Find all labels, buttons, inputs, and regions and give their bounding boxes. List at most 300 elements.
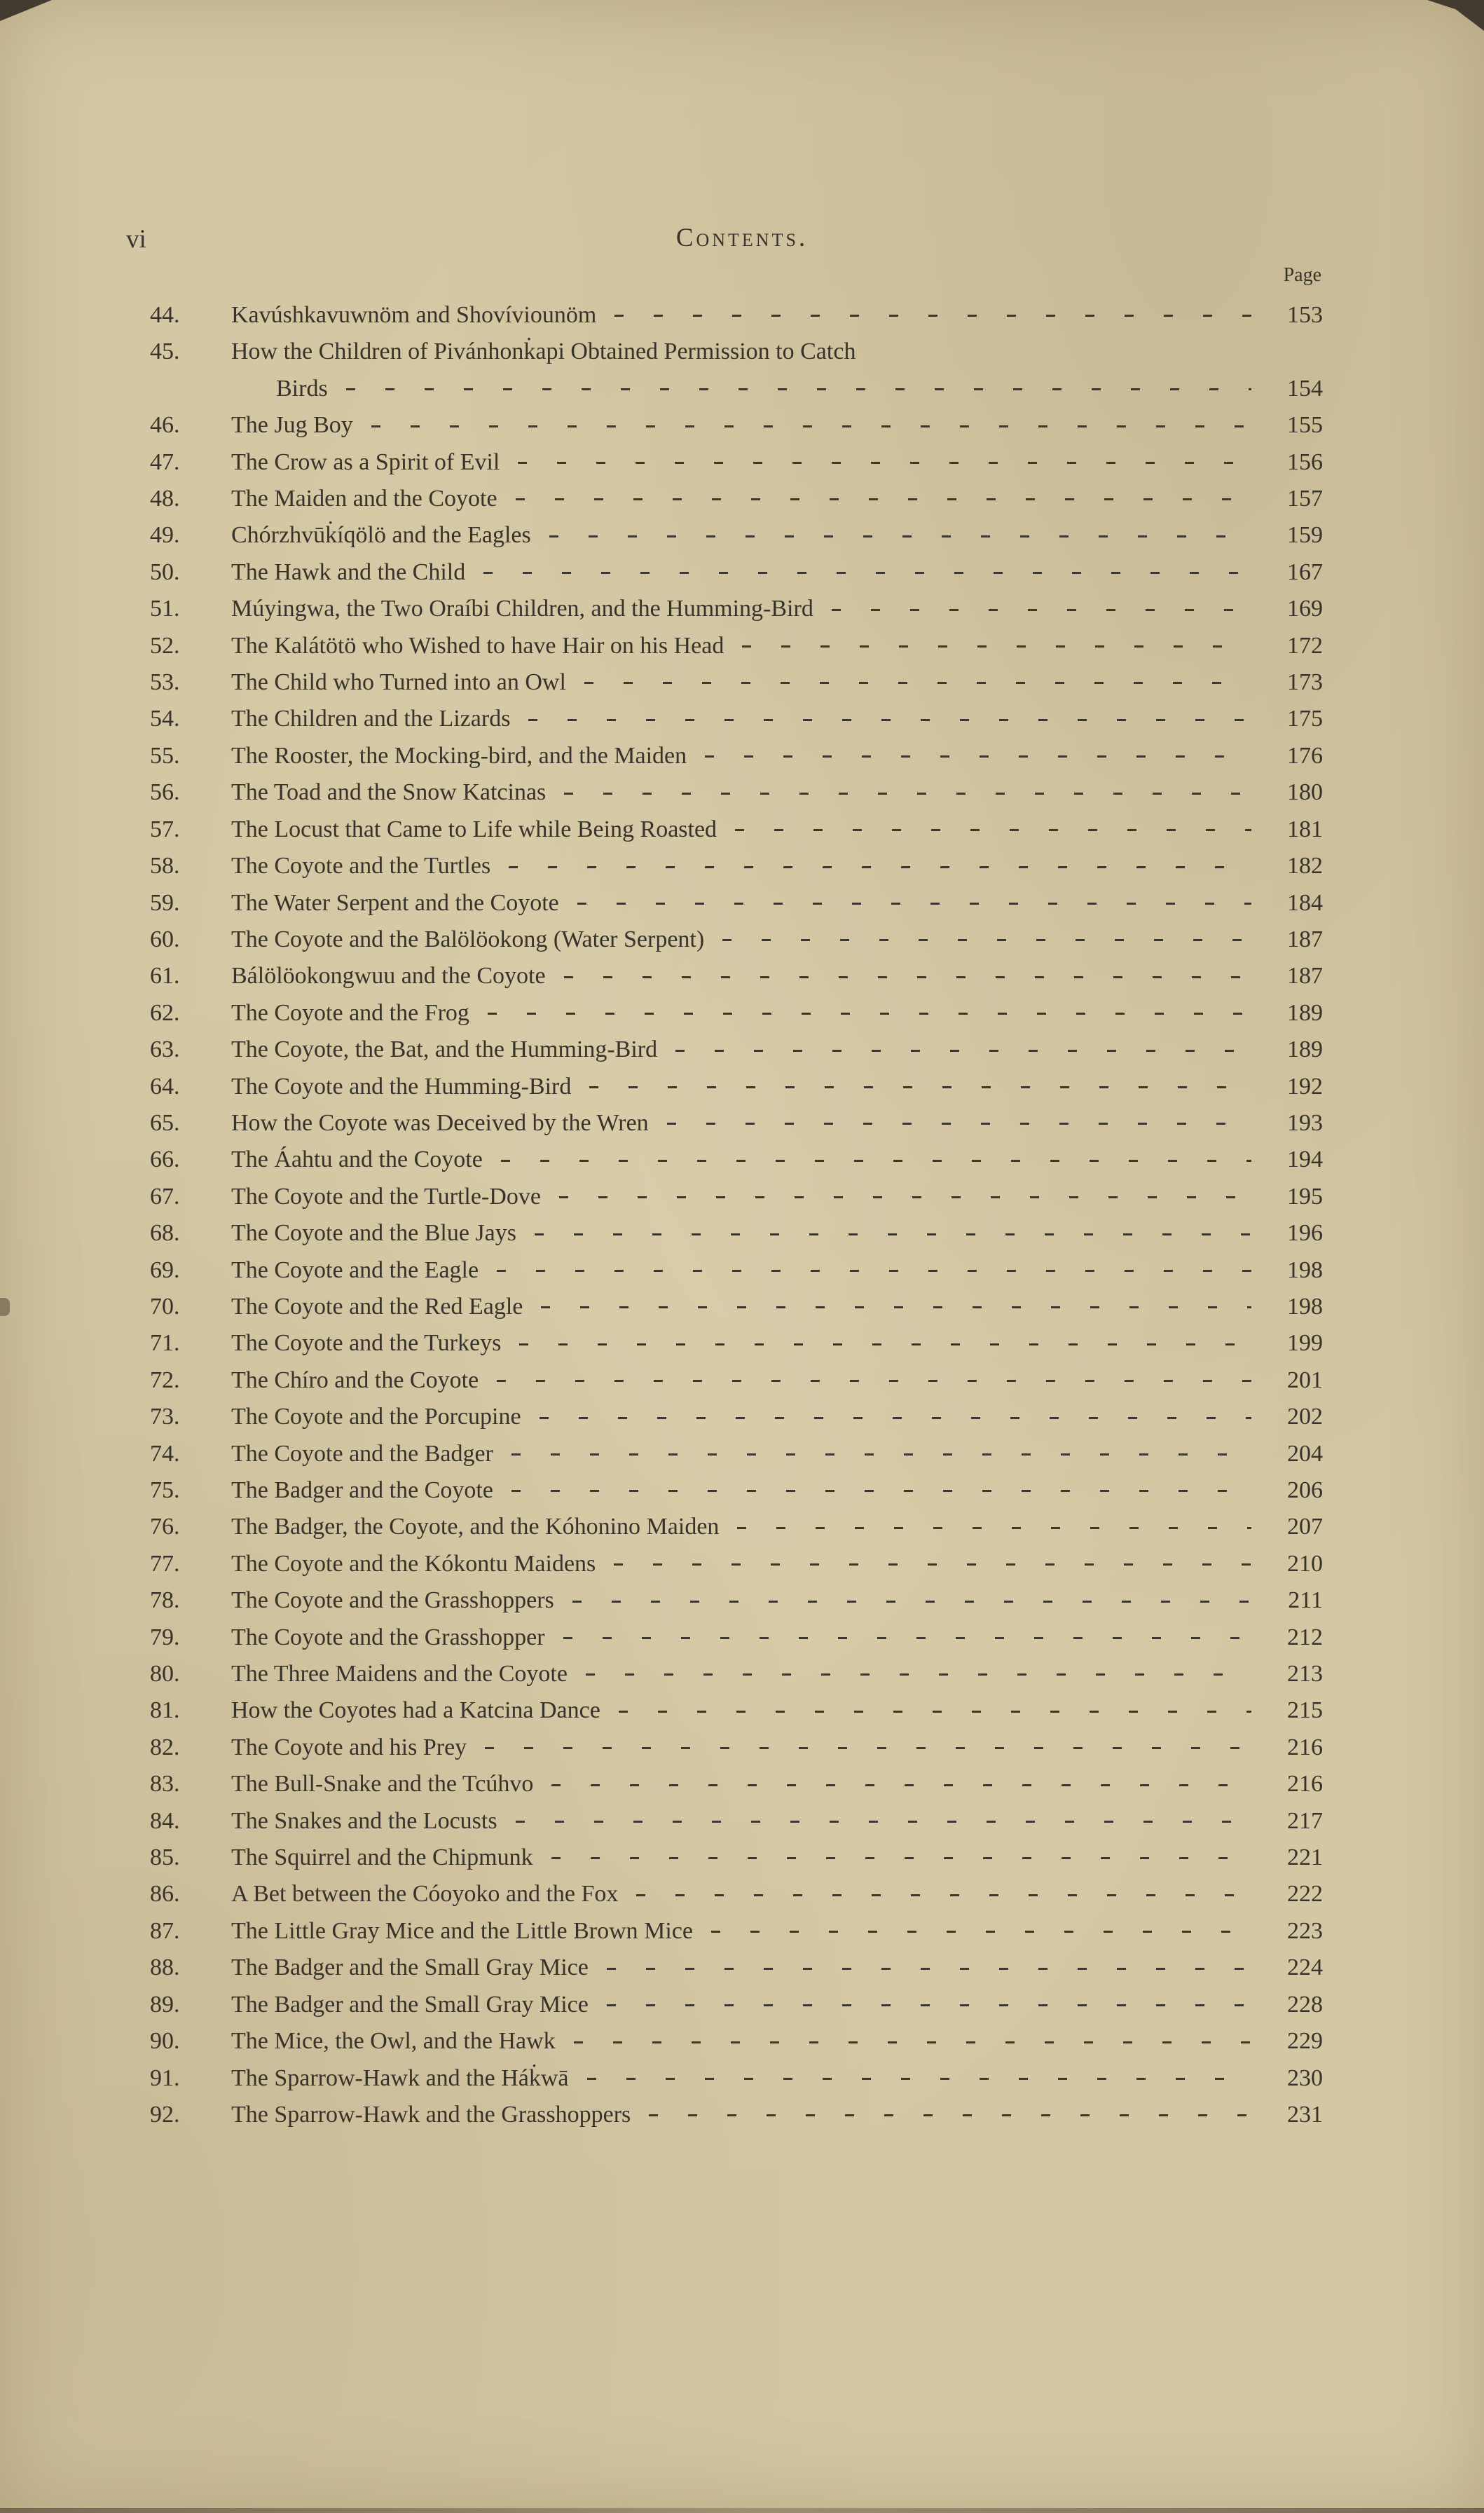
entry-number: 82. (150, 1734, 180, 1760)
entry-number: 71. (150, 1330, 180, 1357)
entry-number: 62. (150, 999, 180, 1026)
entry-page-number: 211 (1288, 1587, 1323, 1614)
dash-leader (493, 1436, 1263, 1472)
entry-number: 47. (150, 448, 180, 475)
entry-title: The Sparrow-Hawk and the Hák̇wā (231, 2065, 569, 2091)
entry-body (231, 1179, 1323, 1215)
toc-entry (150, 297, 1323, 334)
entry-page-number: 215 (1287, 1697, 1323, 1724)
entry-title: Kavúshkavuwnöm and Shovíviounöm (231, 302, 597, 328)
entry-page-number: 210 (1287, 1550, 1323, 1577)
entry-body (231, 2097, 1323, 2133)
entry-body (231, 1876, 1323, 1912)
entry-body (231, 922, 1323, 958)
toc-entry (150, 591, 1323, 627)
entry-title: The Coyote, the Bat, and the Humming-Bird (231, 1036, 658, 1063)
entry-body (231, 1950, 1323, 1986)
entry-page-number: 221 (1287, 1844, 1323, 1871)
entry-body (231, 1436, 1323, 1472)
entry-title: The Jug Boy (231, 412, 353, 439)
entry-body (231, 2060, 1323, 2097)
entry-title: Chórzhvūk̇íqölö and the Eagles (231, 522, 531, 549)
entry-title: The Coyote and the Porcupine (231, 1404, 521, 1430)
entry-number: 68. (150, 1220, 180, 1247)
entry-body (231, 628, 1323, 664)
toc-entry (150, 774, 1323, 811)
entry-title: The Child who Turned into an Owl (231, 669, 566, 696)
toc-entry (150, 701, 1323, 737)
entry-body (231, 1840, 1323, 1876)
dash-leader (479, 1252, 1263, 1289)
toc-entry (150, 481, 1323, 517)
entry-page-number: 213 (1287, 1661, 1323, 1687)
entry-page-number: 181 (1287, 816, 1323, 842)
entry-title: How the Coyote was Deceived by the Wren (231, 1109, 649, 1136)
entry-number: 91. (150, 2065, 180, 2091)
dash-leader (533, 1840, 1263, 1876)
entry-title: The Badger and the Coyote (231, 1477, 493, 1503)
entry-page-number: 184 (1287, 889, 1323, 916)
entry-body (231, 1582, 1323, 1619)
entry-number: 89. (150, 1991, 180, 2018)
entry-page-number: 195 (1287, 1183, 1323, 1210)
dash-leader (500, 444, 1263, 481)
dash-leader (465, 554, 1263, 591)
entry-body (231, 1472, 1323, 1509)
entry-title: The Coyote and the Red Eagle (231, 1293, 523, 1320)
entry-page-number: 198 (1287, 1293, 1323, 1320)
entry-title: The Water Serpent and the Coyote (231, 889, 559, 916)
entry-title: The Áahtu and the Coyote (231, 1146, 483, 1173)
toc-entry (150, 812, 1323, 848)
entry-title: The Maiden and the Coyote (231, 486, 497, 512)
entry-page-number: 155 (1287, 412, 1323, 439)
entry-page-number: 201 (1287, 1367, 1323, 1393)
dash-leader (533, 1766, 1263, 1802)
toc-entry (150, 334, 1323, 407)
entry-page-number: 212 (1287, 1624, 1323, 1650)
entry-number: 50. (150, 559, 180, 585)
dash-leader (546, 958, 1263, 994)
entry-page-number: 167 (1287, 559, 1323, 585)
entry-title: The Coyote and the Blue Jays (231, 1220, 516, 1247)
entry-page-number: 172 (1287, 632, 1323, 659)
entry-title: The Coyote and the Humming-Bird (231, 1073, 572, 1100)
dash-leader (546, 774, 1263, 811)
toc-entry (150, 958, 1323, 994)
entry-body (231, 1730, 1323, 1766)
dash-leader (483, 1142, 1263, 1178)
entry-number: 77. (150, 1550, 180, 1577)
entry-body (231, 1620, 1323, 1656)
dash-leader (719, 1509, 1263, 1545)
toc-entry (150, 1436, 1323, 1472)
entry-page-number: 173 (1287, 669, 1323, 696)
entry-page-number: 182 (1287, 853, 1323, 879)
entry-title: The Coyote and the Turtle-Dove (231, 1183, 541, 1210)
entry-body (231, 2023, 1323, 2060)
dash-leader (657, 1032, 1263, 1068)
entry-page-number: 154 (1287, 375, 1323, 402)
entry-number: 69. (150, 1256, 180, 1283)
page-title: Contents. (675, 224, 809, 252)
toc-entry (150, 664, 1323, 701)
entry-title: The Coyote and the Grasshopper (231, 1624, 545, 1650)
dash-leader (510, 701, 1263, 737)
entry-page-number: 222 (1287, 1881, 1323, 1908)
page-column-label: Page (1283, 264, 1321, 286)
dash-leader (493, 1472, 1263, 1509)
toc-entry (150, 848, 1323, 884)
entry-number: 59. (150, 889, 180, 916)
toc-entry (150, 2097, 1323, 2133)
entry-number: 80. (150, 1661, 180, 1687)
toc-entry (150, 1032, 1323, 1068)
entry-page-number: 192 (1287, 1073, 1323, 1100)
scan-artifact-bottom-edge (0, 2508, 1484, 2513)
entry-page-number: 169 (1287, 596, 1323, 622)
entry-page-number: 199 (1287, 1330, 1323, 1357)
toc-entry (150, 2060, 1323, 2097)
entry-body (231, 1032, 1323, 1068)
toc-entry (150, 444, 1323, 481)
entry-page-number: 216 (1287, 1771, 1323, 1798)
scan-artifact-left-edge (0, 1298, 10, 1316)
entry-page-number: 204 (1287, 1440, 1323, 1467)
toc-entry (150, 1399, 1323, 1435)
toc-entry (150, 1105, 1323, 1142)
entry-body (231, 1142, 1323, 1178)
entry-body (231, 1105, 1323, 1142)
dash-leader (569, 2060, 1263, 2097)
entry-page-number: 153 (1287, 302, 1323, 328)
dash-leader (589, 1987, 1263, 2023)
toc-entry (150, 738, 1323, 774)
dash-leader (556, 2023, 1263, 2060)
entry-title: How the Coyotes had a Katcina Dance (231, 1697, 600, 1724)
entry-body (231, 517, 1323, 554)
entry-page-number: 156 (1287, 448, 1323, 475)
dash-leader (618, 1876, 1263, 1912)
entry-title: The Squirrel and the Chipmunk (231, 1844, 533, 1871)
dash-leader (571, 1069, 1263, 1105)
dash-leader (554, 1582, 1263, 1619)
entry-title: Bálölöokongwuu and the Coyote (231, 963, 546, 990)
entry-body (231, 554, 1323, 591)
entry-number: 72. (150, 1367, 180, 1393)
entry-body (231, 1252, 1323, 1289)
toc-entry (150, 885, 1323, 922)
entry-page-number: 223 (1287, 1917, 1323, 1944)
entry-body (231, 1362, 1323, 1399)
entry-title: The Coyote and the Grasshoppers (231, 1587, 554, 1614)
toc-entry (150, 517, 1323, 554)
toc-entry (150, 922, 1323, 958)
toc-entry (150, 1987, 1323, 2023)
entry-title: The Three Maidens and the Coyote (231, 1661, 568, 1687)
entry-title: The Coyote and the Eagle (231, 1256, 479, 1283)
entry-body (231, 1325, 1323, 1362)
entry-number: 81. (150, 1697, 180, 1724)
entry-page-number: 228 (1287, 1991, 1323, 2018)
entry-body (231, 848, 1323, 884)
entry-number: 87. (150, 1917, 180, 1944)
entry-number: 57. (150, 816, 180, 842)
entry-page-number: 224 (1287, 1954, 1323, 1981)
entry-body (231, 958, 1323, 994)
entry-page-number: 176 (1287, 742, 1323, 769)
entry-number: 86. (150, 1881, 180, 1908)
dash-leader (545, 1620, 1263, 1656)
entry-page-number: 202 (1287, 1404, 1323, 1430)
entry-title: The Children and the Lizards (231, 706, 511, 732)
toc-entry (150, 1362, 1323, 1399)
toc-entry (150, 2023, 1323, 2060)
entry-body (231, 1803, 1323, 1840)
toc-entry (150, 1546, 1323, 1582)
dash-leader (559, 885, 1263, 922)
dash-leader (523, 1289, 1263, 1325)
entry-title: The Coyote and his Prey (231, 1734, 467, 1760)
entry-number: 48. (150, 486, 180, 512)
toc-entry (150, 1876, 1323, 1912)
dash-leader (490, 848, 1263, 884)
entry-title: The Little Gray Mice and the Little Brown Mice (231, 1917, 694, 1944)
toc-entry (150, 554, 1323, 591)
entry-page-number: 187 (1287, 963, 1323, 990)
toc-entry (150, 1252, 1323, 1289)
entry-page-number: 198 (1287, 1256, 1323, 1283)
toc-entry (150, 1620, 1323, 1656)
entry-body (231, 481, 1323, 517)
entry-number: 61. (150, 963, 180, 990)
toc-entry (150, 1950, 1323, 1986)
dash-leader (717, 812, 1263, 848)
toc-entry (150, 1656, 1323, 1692)
dash-leader (501, 1325, 1263, 1362)
entry-number: 92. (150, 2101, 180, 2128)
entry-title: The Mice, the Owl, and the Hawk (231, 2028, 556, 2055)
entry-number: 76. (150, 1514, 180, 1540)
dash-leader (328, 371, 1263, 407)
entry-number: 64. (150, 1073, 180, 1100)
entry-page-number: 193 (1287, 1109, 1323, 1136)
entry-title: The Bull-Snake and the Tcúhvo (231, 1771, 534, 1798)
dash-leader (469, 995, 1263, 1032)
toc-entry (150, 1289, 1323, 1325)
dash-leader (521, 1399, 1263, 1435)
entry-body (231, 1215, 1323, 1252)
entry-title: The Hawk and the Child (231, 559, 466, 585)
entry-title-continuation-line (231, 371, 1323, 407)
dash-leader (516, 1215, 1263, 1252)
toc-entry (150, 1509, 1323, 1545)
entry-number: 74. (150, 1440, 180, 1467)
toc-entry (150, 1069, 1323, 1105)
dash-leader (813, 591, 1263, 627)
entry-title-continuation: Birds (276, 375, 328, 402)
entry-page-number: 175 (1287, 706, 1323, 732)
entry-page-number: 229 (1287, 2028, 1323, 2055)
dash-leader (531, 517, 1263, 554)
dash-leader (479, 1362, 1263, 1399)
entry-title: A Bet between the Cóoyoko and the Fox (231, 1881, 619, 1908)
entry-body (231, 297, 1323, 334)
entry-body (231, 334, 1323, 407)
folio-page-number: vi (126, 225, 146, 254)
entry-number: 58. (150, 853, 180, 879)
toc-entry (150, 1142, 1323, 1178)
dash-leader (631, 2097, 1263, 2133)
entry-body (231, 591, 1323, 627)
entry-body (231, 407, 1323, 444)
toc-entry (150, 995, 1323, 1032)
entry-number: 46. (150, 412, 180, 439)
entry-page-number: 207 (1287, 1514, 1323, 1540)
entry-page-number: 217 (1287, 1807, 1323, 1834)
entry-number: 83. (150, 1771, 180, 1798)
entry-title: The Toad and the Snow Katcinas (231, 779, 547, 806)
entry-title: How the Children of Pivánhonk̇api Obtained Permission to Catch (231, 338, 856, 365)
toc-entry (150, 1472, 1323, 1509)
toc-entry (150, 1325, 1323, 1362)
dash-leader (596, 297, 1263, 334)
entry-number: 88. (150, 1954, 180, 1981)
entry-page-number: 231 (1287, 2101, 1323, 2128)
entry-number: 52. (150, 632, 180, 659)
entry-body (231, 1509, 1323, 1545)
toc-list (150, 297, 1323, 2133)
entry-body (231, 701, 1323, 737)
dash-leader (724, 628, 1263, 664)
entry-number: 78. (150, 1587, 180, 1614)
toc-entry (150, 1692, 1323, 1729)
entry-number: 51. (150, 596, 180, 622)
entry-page-number: 194 (1287, 1146, 1323, 1173)
dash-leader (568, 1656, 1263, 1692)
entry-number: 73. (150, 1404, 180, 1430)
entry-number: 79. (150, 1624, 180, 1650)
entry-body (231, 812, 1323, 848)
dash-leader (589, 1950, 1263, 1986)
entry-number: 85. (150, 1844, 180, 1871)
toc-entry (150, 1730, 1323, 1766)
entry-page-number: 206 (1287, 1477, 1323, 1503)
entry-number: 55. (150, 742, 180, 769)
entry-body (231, 1987, 1323, 2023)
toc-entry (150, 1803, 1323, 1840)
toc-entry (150, 628, 1323, 664)
entry-body (231, 664, 1323, 701)
toc-entry (150, 1582, 1323, 1619)
toc-entry (150, 1179, 1323, 1215)
entry-body (231, 885, 1323, 922)
entry-page-number: 159 (1287, 522, 1323, 549)
entry-title: The Coyote and the Kókontu Maidens (231, 1550, 596, 1577)
toc-entry (150, 1913, 1323, 1950)
entry-body (231, 1289, 1323, 1325)
entry-page-number: 196 (1287, 1220, 1323, 1247)
entry-title: Múyingwa, the Two Oraíbi Children, and the Humming-Bird (231, 596, 813, 622)
dash-leader (600, 1692, 1263, 1729)
entry-number: 45. (150, 338, 180, 365)
entry-number: 53. (150, 669, 180, 696)
entry-title: The Coyote and the Frog (231, 999, 469, 1026)
entry-title: The Rooster, the Mocking-bird, and the Maiden (231, 742, 687, 769)
entry-body (231, 1656, 1323, 1692)
entry-title: The Coyote and the Turtles (231, 853, 491, 879)
entry-number: 65. (150, 1109, 180, 1136)
entry-title: The Badger and the Small Gray Mice (231, 1954, 589, 1981)
entry-page-number: 189 (1287, 1036, 1323, 1063)
dash-leader (693, 1913, 1263, 1950)
dash-leader (566, 664, 1263, 701)
entry-page-number: 180 (1287, 779, 1323, 806)
entry-number: 49. (150, 522, 180, 549)
entry-page-number: 230 (1287, 2065, 1323, 2091)
entry-number: 70. (150, 1293, 180, 1320)
entry-body (231, 444, 1323, 481)
toc-entry (150, 1840, 1323, 1876)
dash-leader (687, 738, 1263, 774)
dash-leader (596, 1546, 1263, 1582)
entry-title: The Crow as a Spirit of Evil (231, 448, 500, 475)
toc-entry (150, 1766, 1323, 1802)
entry-title: The Badger, the Coyote, and the Kóhonino Maiden (231, 1514, 720, 1540)
entry-number: 75. (150, 1477, 180, 1503)
dash-leader (497, 1803, 1263, 1840)
entry-body (231, 1692, 1323, 1729)
toc-entry (150, 407, 1323, 444)
dash-leader (467, 1730, 1263, 1766)
entry-body (231, 1913, 1323, 1950)
entry-body (231, 995, 1323, 1032)
entry-number: 67. (150, 1183, 180, 1210)
entry-number: 90. (150, 2028, 180, 2055)
entry-title: The Sparrow-Hawk and the Grasshoppers (231, 2101, 631, 2128)
entry-number: 54. (150, 706, 180, 732)
dash-leader (704, 922, 1263, 958)
entry-title: The Coyote and the Balölöokong (Water Serpent) (231, 926, 705, 952)
entry-body (231, 1546, 1323, 1582)
entry-title: The Chíro and the Coyote (231, 1367, 479, 1393)
entry-page-number: 189 (1287, 999, 1323, 1026)
entry-number: 56. (150, 779, 180, 806)
entry-title: The Kalátötö who Wished to have Hair on his Head (231, 632, 724, 659)
entry-number: 63. (150, 1036, 180, 1063)
entry-number: 44. (150, 302, 180, 328)
entry-title: The Locust that Came to Life while Being Roasted (231, 816, 717, 842)
dash-leader (649, 1105, 1263, 1142)
entry-body (231, 1069, 1323, 1105)
entry-page-number: 157 (1287, 486, 1323, 512)
entry-page-number: 187 (1287, 926, 1323, 952)
entry-title: The Coyote and the Badger (231, 1440, 493, 1467)
entry-page-number: 216 (1287, 1734, 1323, 1760)
entry-body (231, 1399, 1323, 1435)
entry-body (231, 774, 1323, 811)
dash-leader (541, 1179, 1263, 1215)
entry-title: The Snakes and the Locusts (231, 1807, 497, 1834)
entry-number: 66. (150, 1146, 180, 1173)
entry-number: 84. (150, 1807, 180, 1834)
entry-body (231, 738, 1323, 774)
entry-title: The Coyote and the Turkeys (231, 1330, 502, 1357)
dash-leader (497, 481, 1263, 517)
entry-title: The Badger and the Small Gray Mice (231, 1991, 589, 2018)
entry-number: 60. (150, 926, 180, 952)
dash-leader (353, 407, 1263, 444)
